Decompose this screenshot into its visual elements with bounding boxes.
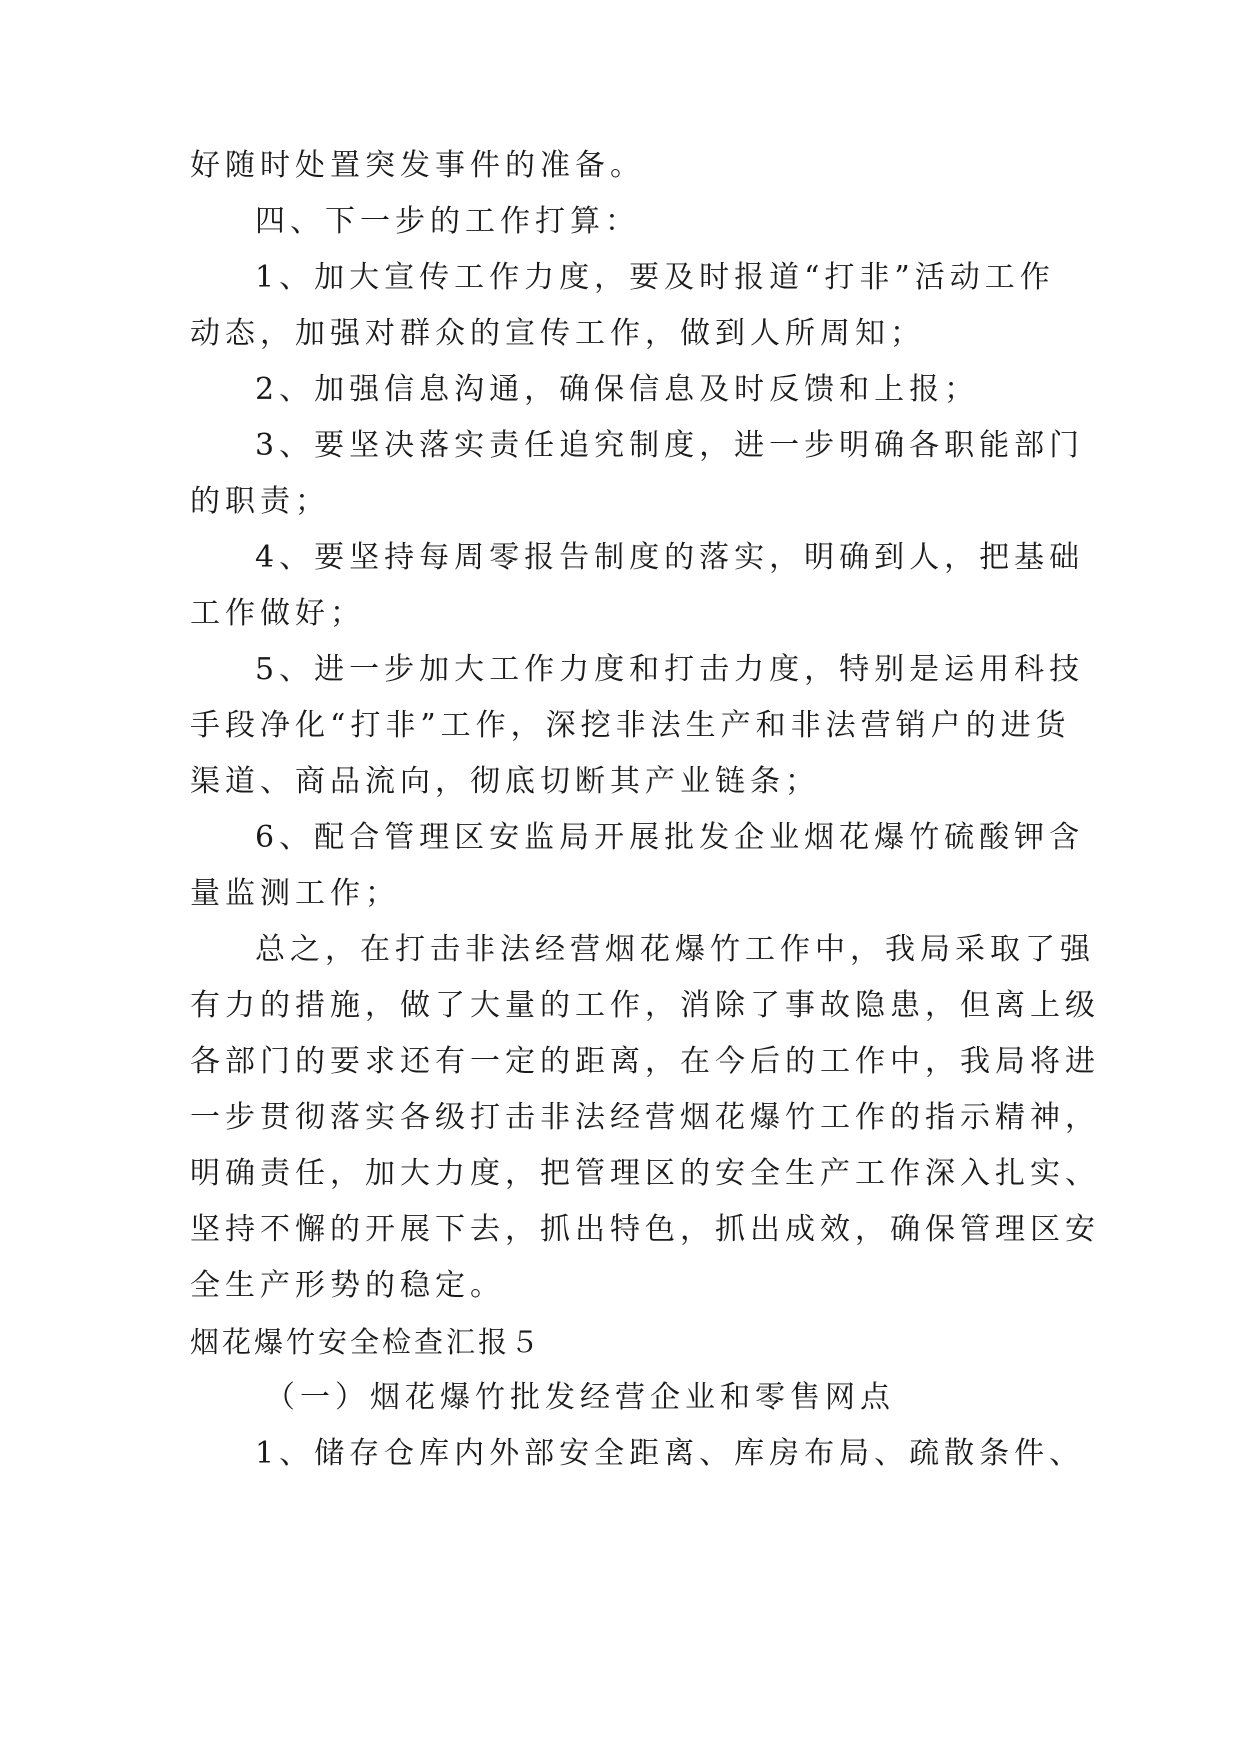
paragraph-line: 的职责； (190, 484, 330, 519)
paragraph-line: 2、加强信息沟通，确保信息及时反馈和上报； (255, 372, 980, 407)
paragraph-line: 1、加大宣传工作力度，要及时报道“打非”活动工作 (255, 260, 1055, 295)
paragraph-line: 3、要坚决落实责任追究制度，进一步明确各职能部门 (255, 428, 1085, 463)
paragraph-line: 各部门的要求还有一定的距离，在今后的工作中，我局将进 (190, 1044, 1100, 1079)
paragraph-line: 5、进一步加大工作力度和打击力度，特别是运用科技 (255, 652, 1085, 687)
paragraph-line: 好随时处置突发事件的准备。 (190, 148, 645, 183)
section-heading: （一）烟花爆竹批发经营企业和零售网点 (265, 1380, 895, 1415)
paragraph-line: 渠道、商品流向，彻底切断其产业链条； (190, 764, 820, 799)
paragraph-line: 坚持不懈的开展下去，抓出特色，抓出成效，确保管理区安 (190, 1212, 1100, 1247)
document-title: 烟花爆竹安全检查汇报５ (190, 1325, 543, 1359)
paragraph-line: 有力的措施，做了大量的工作，消除了事故隐患，但离上级 (190, 988, 1100, 1023)
paragraph-line: 一步贯彻落实各级打击非法经营烟花爆竹工作的指示精神， (190, 1100, 1100, 1135)
paragraph-line: 全生产形势的稳定。 (190, 1268, 505, 1303)
paragraph-line: 量监测工作； (190, 876, 400, 911)
paragraph-line: 总之，在打击非法经营烟花爆竹工作中，我局采取了强 (255, 932, 1095, 967)
paragraph-line: 明确责任，加大力度，把管理区的安全生产工作深入扎实、 (190, 1156, 1100, 1191)
section-heading: 四、下一步的工作打算： (255, 204, 640, 239)
paragraph-line: 手段净化“打非”工作，深挖非法生产和非法营销户的进货 (190, 708, 1071, 743)
paragraph-line: 工作做好； (190, 596, 365, 631)
paragraph-line: 6、配合管理区安监局开展批发企业烟花爆竹硫酸钾含 (255, 820, 1085, 855)
paragraph-line: 动态，加强对群众的宣传工作，做到人所周知； (190, 316, 925, 351)
paragraph-line: 1、储存仓库内外部安全距离、库房布局、疏散条件、 (255, 1436, 1085, 1471)
paragraph-line: 4、要坚持每周零报告制度的落实，明确到人，把基础 (255, 540, 1085, 575)
